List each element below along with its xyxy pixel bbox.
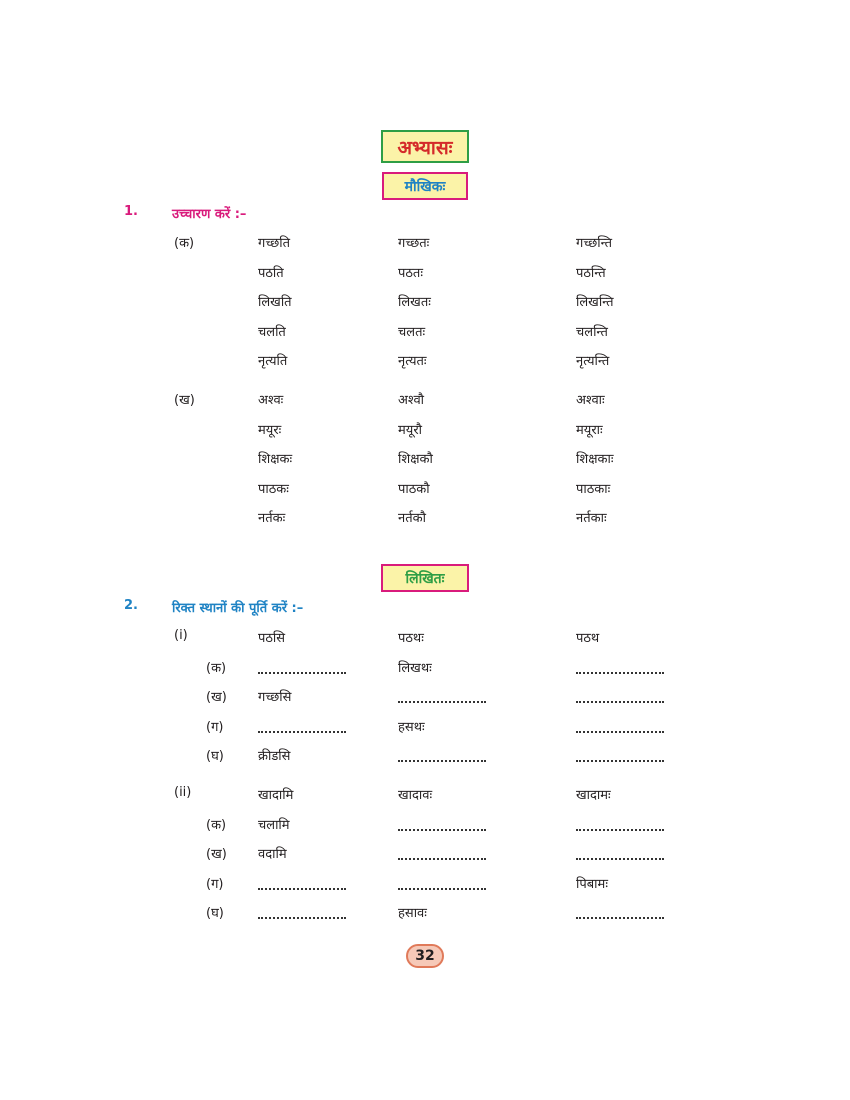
word-cell: शिक्षकः — [258, 452, 293, 467]
word-cell: पठतः — [398, 265, 423, 281]
word-cell: अश्वाः — [576, 393, 605, 408]
question-1-title: उच्चारण करें :– — [172, 207, 247, 222]
row-label: (घ) — [206, 749, 224, 764]
word-cell: लिखन्ति — [576, 295, 614, 310]
blank-field[interactable] — [576, 917, 664, 919]
row-label: (घ) — [206, 906, 224, 921]
question-2-title: रिक्त स्थानों की पूर्ति करें :– — [172, 601, 304, 616]
word-cell: हसावः — [398, 906, 427, 921]
word-cell: मयूरौ — [398, 422, 422, 438]
word-cell: पठथः — [398, 631, 424, 646]
word-cell: गच्छतः — [398, 236, 430, 251]
blank-field[interactable] — [398, 829, 486, 831]
word-cell: पाठकः — [258, 481, 289, 497]
blank-field[interactable] — [258, 917, 346, 919]
word-cell: नर्तकौ — [398, 511, 426, 526]
heading-abhyas: अभ्यासः — [381, 130, 469, 163]
part-label: (ii) — [174, 785, 192, 800]
word-cell: चलन्ति — [576, 324, 608, 340]
row-label: (ग) — [206, 719, 224, 735]
question-2-number: 2. — [124, 598, 138, 613]
word-cell: गच्छसि — [258, 690, 292, 705]
word-cell: नृत्यन्ति — [576, 354, 610, 369]
heading-maukhik: मौखिकः — [382, 172, 468, 200]
word-cell: वदामि — [258, 847, 287, 862]
heading-likhit: लिखितः — [381, 564, 469, 592]
blank-field[interactable] — [258, 672, 346, 674]
group-label: (ख) — [174, 393, 195, 408]
blank-field[interactable] — [258, 731, 346, 733]
word-cell: नर्तकः — [258, 511, 286, 526]
word-cell: मयूरः — [258, 422, 282, 438]
word-cell: अश्वौ — [398, 393, 425, 408]
blank-field[interactable] — [398, 760, 486, 762]
row-label: (क) — [206, 817, 227, 833]
blank-field[interactable] — [258, 888, 346, 890]
blank-field[interactable] — [576, 672, 664, 674]
word-cell: पठथ — [576, 631, 600, 646]
blank-field[interactable] — [576, 858, 664, 860]
word-cell: गच्छति — [258, 236, 290, 251]
word-cell: शिक्षकाः — [576, 452, 614, 467]
blank-field[interactable] — [398, 888, 486, 890]
word-cell: पठसि — [258, 631, 286, 646]
blank-field[interactable] — [576, 731, 664, 733]
blank-field[interactable] — [576, 829, 664, 831]
group-label: (क) — [174, 236, 195, 251]
word-cell: लिखति — [258, 295, 292, 310]
word-cell: खादावः — [398, 788, 433, 803]
word-cell: हसथः — [398, 719, 425, 735]
word-cell: पाठकौ — [398, 481, 430, 497]
word-cell: खादामः — [576, 788, 611, 803]
part-label: (i) — [174, 628, 188, 643]
blank-field[interactable] — [398, 858, 486, 860]
word-cell: अश्वः — [258, 393, 284, 408]
blank-field[interactable] — [576, 701, 664, 703]
word-cell: गच्छन्ति — [576, 236, 612, 251]
blank-field[interactable] — [398, 701, 486, 703]
word-cell: पिबामः — [576, 876, 608, 892]
word-cell: लिखतः — [398, 295, 431, 310]
row-label: (ग) — [206, 876, 224, 892]
page-number: 32 — [406, 944, 444, 968]
row-label: (क) — [206, 660, 227, 676]
word-cell: पठति — [258, 265, 284, 281]
word-cell: लिखथः — [398, 660, 432, 676]
row-label: (ख) — [206, 847, 227, 862]
word-cell: नृत्यति — [258, 354, 288, 369]
word-cell: चलतः — [398, 324, 426, 340]
question-1-number: 1. — [124, 204, 138, 219]
word-cell: चलामि — [258, 817, 290, 833]
blank-field[interactable] — [576, 760, 664, 762]
word-cell: चलति — [258, 324, 286, 340]
word-cell: नर्तकाः — [576, 511, 607, 526]
word-cell: पाठकाः — [576, 481, 611, 497]
word-cell: नृत्यतः — [398, 354, 427, 369]
word-cell: पठन्ति — [576, 265, 606, 281]
row-label: (ख) — [206, 690, 227, 705]
word-cell: मयूराः — [576, 422, 603, 438]
word-cell: खादामि — [258, 788, 294, 803]
word-cell: क्रीडसि — [258, 749, 291, 764]
word-cell: शिक्षकौ — [398, 452, 433, 467]
